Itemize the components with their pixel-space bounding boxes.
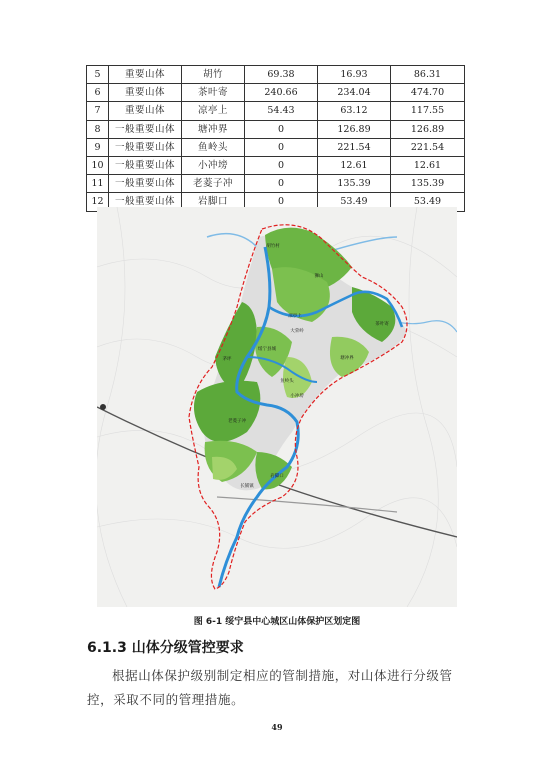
table-cell-v1: 0 bbox=[245, 120, 318, 138]
table-cell-v1: 69.38 bbox=[245, 66, 318, 84]
table-cell-v3: 221.54 bbox=[391, 138, 465, 156]
table-cell-name: 岩脚口 bbox=[182, 193, 245, 211]
table-cell-level: 一般重要山体 bbox=[109, 156, 182, 174]
label-chaye: 茶叶寄 bbox=[375, 322, 389, 327]
table-row bbox=[87, 175, 465, 193]
table-row bbox=[87, 138, 465, 156]
label-laoling: 老菱子冲 bbox=[228, 419, 246, 424]
label-xiaochong: 小冲塝 bbox=[290, 394, 304, 399]
table-cell-level: 重要山体 bbox=[109, 66, 182, 84]
table-cell-v3: 126.89 bbox=[391, 120, 465, 138]
table-cell-no: 8 bbox=[87, 120, 109, 138]
table-cell-v1: 0 bbox=[245, 175, 318, 193]
table-cell-v3: 53.49 bbox=[391, 193, 465, 211]
table-cell-v3: 86.31 bbox=[391, 66, 465, 84]
table-cell-no: 9 bbox=[87, 138, 109, 156]
table-cell-v3: 117.55 bbox=[391, 102, 465, 120]
table-cell-no: 12 bbox=[87, 193, 109, 211]
mountain-protection-map bbox=[97, 207, 457, 607]
mountain-table bbox=[86, 65, 465, 212]
label-maoping: 茅坪 bbox=[222, 357, 232, 362]
page-number: 49 bbox=[271, 722, 283, 732]
table-cell-no: 11 bbox=[87, 175, 109, 193]
figure-caption: 图 6-1 绥宁县中心城区山体保护区划定图 bbox=[193, 617, 361, 627]
label-county: 绥宁县城 bbox=[258, 347, 276, 352]
section-heading: 6.1.3 山体分级管控要求 bbox=[87, 640, 244, 656]
table-cell-level: 重要山体 bbox=[109, 102, 182, 120]
table-cell-no: 6 bbox=[87, 84, 109, 102]
table-cell-name: 茶叶寄 bbox=[182, 84, 245, 102]
table-cell-v1: 0 bbox=[245, 138, 318, 156]
table-cell-name: 老菱子冲 bbox=[182, 175, 245, 193]
table-cell-name: 小冲塝 bbox=[182, 156, 245, 174]
label-yanjiaokou: 岩脚口 bbox=[270, 474, 284, 479]
table-cell-level: 一般重要山体 bbox=[109, 175, 182, 193]
table-cell-name: 塘冲界 bbox=[182, 120, 245, 138]
table-cell-no: 7 bbox=[87, 102, 109, 120]
table-cell-name: 凉亭上 bbox=[182, 102, 245, 120]
table-cell-v3: 12.61 bbox=[391, 156, 465, 174]
label-changpu: 长铺镇 bbox=[240, 484, 254, 489]
table-cell-level: 一般重要山体 bbox=[109, 120, 182, 138]
table-cell-v2: 16.93 bbox=[318, 66, 391, 84]
label-liangting: 凉亭上 bbox=[288, 314, 302, 319]
table-cell-v2: 53.49 bbox=[318, 193, 391, 211]
label-yuling: 鱼岭头 bbox=[280, 379, 294, 384]
table-cell-v1: 54.43 bbox=[245, 102, 318, 120]
table-row bbox=[87, 120, 465, 138]
table-cell-v2: 221.54 bbox=[318, 138, 391, 156]
table-cell-name: 鱼岭头 bbox=[182, 138, 245, 156]
table-cell-v2: 12.61 bbox=[318, 156, 391, 174]
table-cell-v1: 240.66 bbox=[245, 84, 318, 102]
table-cell-level: 一般重要山体 bbox=[109, 138, 182, 156]
table-cell-v2: 234.04 bbox=[318, 84, 391, 102]
table-cell-v1: 0 bbox=[245, 193, 318, 211]
body-paragraph: 根据山体保护级别制定相应的管制措施，对山体进行分级管控，采取不同的管理措施。 bbox=[87, 668, 453, 707]
label-tangchong: 塘冲界 bbox=[340, 356, 354, 361]
label-huzhu: 胡竹村 bbox=[266, 244, 280, 249]
table-cell-no: 5 bbox=[87, 66, 109, 84]
label-darong: 大荣岭 bbox=[290, 329, 304, 334]
table-cell-no: 10 bbox=[87, 156, 109, 174]
table-cell-v3: 474.70 bbox=[391, 84, 465, 102]
table-cell-name: 胡竹 bbox=[182, 66, 245, 84]
table-cell-v2: 135.39 bbox=[318, 175, 391, 193]
table-cell-level: 重要山体 bbox=[109, 84, 182, 102]
table-cell-level: 一般重要山体 bbox=[109, 193, 182, 211]
table-row bbox=[87, 156, 465, 174]
label-shishan: 狮山 bbox=[314, 274, 324, 279]
table-cell-v3: 135.39 bbox=[391, 175, 465, 193]
table-cell-v1: 0 bbox=[245, 156, 318, 174]
table-row bbox=[87, 84, 465, 102]
table-cell-v2: 126.89 bbox=[318, 120, 391, 138]
table-cell-v2: 63.12 bbox=[318, 102, 391, 120]
table-row bbox=[87, 102, 465, 120]
table-row bbox=[87, 66, 465, 84]
